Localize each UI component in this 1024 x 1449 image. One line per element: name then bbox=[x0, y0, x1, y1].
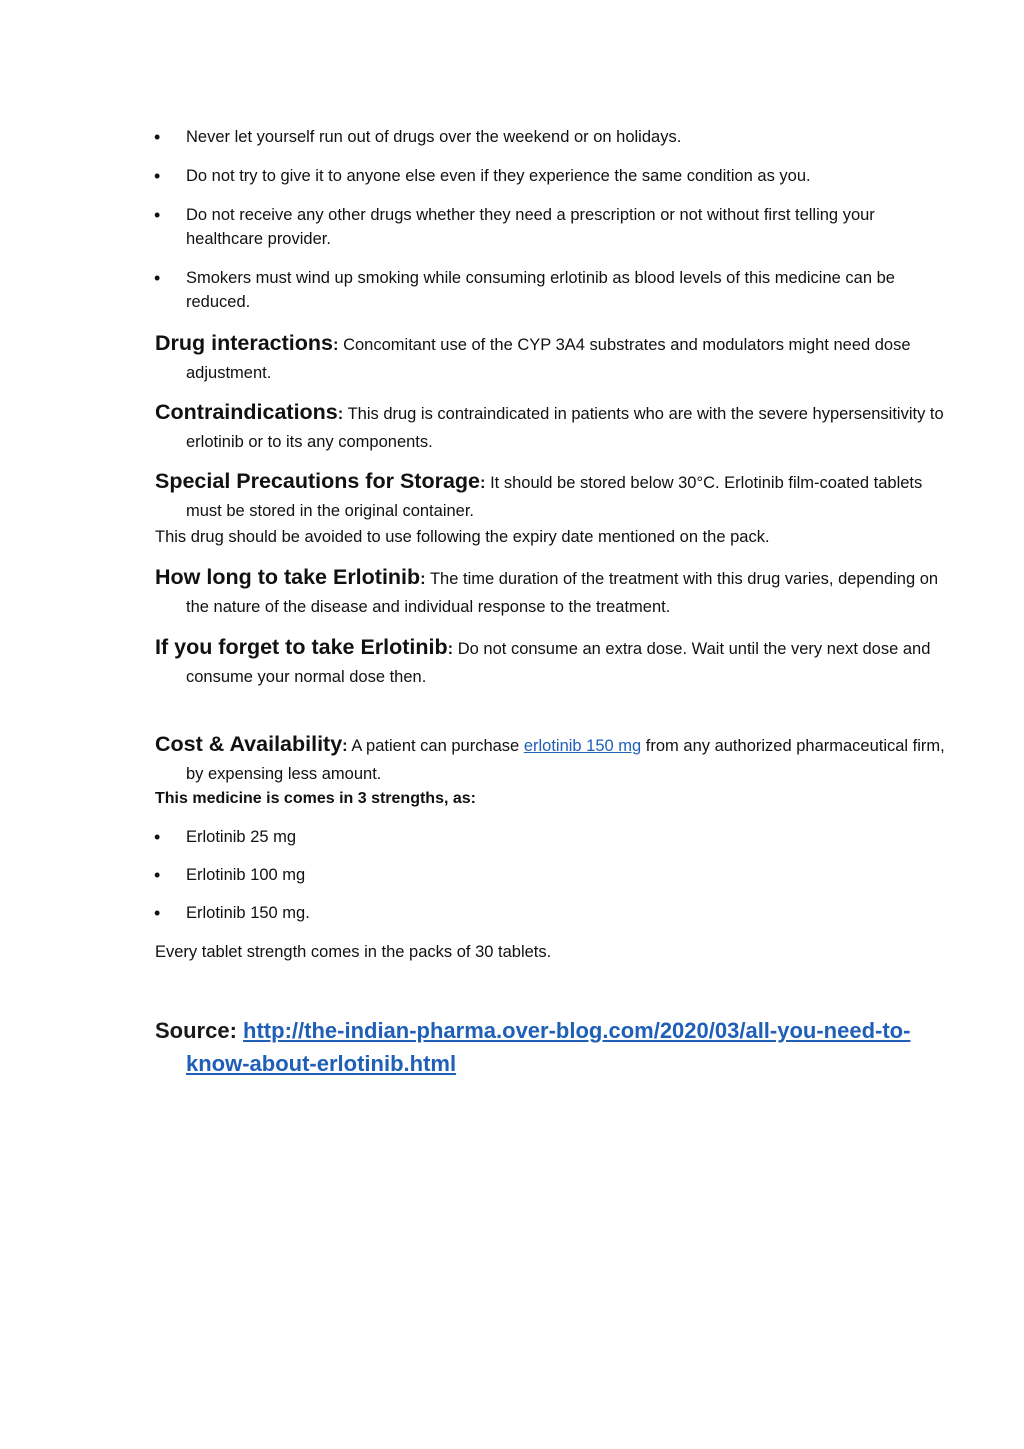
source-link-part1[interactable]: http://the-indian-pharma.over-blog.com/2020/03/all-you-need-to- bbox=[243, 1018, 911, 1043]
section-heading: Special Precautions for Storage bbox=[155, 469, 480, 493]
section-forget-dose bbox=[155, 633, 946, 691]
section-heading: If you forget to take Erlotinib bbox=[155, 635, 448, 659]
heading-colon: : bbox=[447, 640, 454, 658]
section-cost bbox=[155, 730, 946, 788]
list-item: Erlotinib 150 mg. bbox=[186, 904, 310, 922]
heading-colon: : bbox=[333, 336, 339, 354]
section-heading: Cost & Availability bbox=[155, 732, 343, 756]
bullet-icon: • bbox=[154, 268, 161, 288]
section-text-before: A patient can purchase bbox=[351, 737, 524, 755]
bullet-icon: • bbox=[154, 166, 161, 186]
bullet-icon: • bbox=[154, 865, 161, 885]
heading-colon: : bbox=[420, 570, 426, 588]
source-label: Source: bbox=[155, 1018, 237, 1043]
storage-note: This drug should be avoided to use following the expiry date mentioned on the pack. bbox=[155, 528, 770, 546]
section-text: This drug is contraindicated in patients who are with the severe hypersensitivity to erlotinib or to its any components. bbox=[186, 405, 944, 451]
bullet-icon: • bbox=[154, 127, 161, 147]
list-item: Do not try to give it to anyone else even if they experience the same condition as you. bbox=[186, 167, 811, 185]
section-text: Do not consume an extra dose. Wait until the very next dose and consume your normal dose then. bbox=[186, 640, 931, 686]
list-item: Never let yourself run out of drugs over the weekend or on holidays. bbox=[186, 128, 682, 146]
heading-colon: : bbox=[337, 405, 344, 423]
heading-colon: : bbox=[480, 474, 486, 492]
bullet-icon: • bbox=[154, 827, 161, 847]
section-heading: Drug interactions bbox=[155, 331, 333, 355]
section-heading: How long to take Erlotinib bbox=[155, 565, 421, 589]
section-contraindications bbox=[155, 398, 946, 456]
list-item: Smokers must wind up smoking while consuming erlotinib as blood levels of this medicine can be reduced. bbox=[186, 269, 895, 311]
section-storage bbox=[155, 467, 946, 525]
packs-note: Every tablet strength comes in the packs of 30 tablets. bbox=[155, 943, 552, 961]
heading-colon: : bbox=[342, 737, 348, 755]
section-heading: Contraindications bbox=[155, 400, 338, 424]
list-item: Do not receive any other drugs whether they need a prescription or not without first telling your healthcare provider. bbox=[186, 206, 875, 248]
source-link-part2[interactable]: know-about-erlotinib.html bbox=[186, 1051, 457, 1076]
list-item: Erlotinib 100 mg bbox=[186, 866, 306, 884]
section-text: Concomitant use of the CYP 3A4 substrates and modulators might need dose adjustment. bbox=[186, 336, 911, 382]
section-drug-interactions bbox=[155, 329, 946, 387]
section-text: It should be stored below 30°C. Erlotinib film-coated tablets must be stored in the original container. bbox=[186, 474, 923, 520]
bullet-icon: • bbox=[154, 205, 161, 225]
strengths-intro: This medicine is comes in 3 strengths, as: bbox=[155, 790, 476, 807]
section-text-after: from any authorized pharmaceutical firm, by expensing less amount. bbox=[186, 737, 945, 783]
bullet-icon: • bbox=[154, 903, 161, 923]
section-duration bbox=[155, 563, 946, 621]
section-text: The time duration of the treatment with this drug varies, depending on the nature of the disease and individual response to the treatment. bbox=[186, 570, 939, 616]
erlotinib-product-link[interactable]: erlotinib 150 mg bbox=[523, 737, 642, 755]
list-item: Erlotinib 25 mg bbox=[186, 828, 297, 846]
source-citation bbox=[155, 1014, 946, 1080]
